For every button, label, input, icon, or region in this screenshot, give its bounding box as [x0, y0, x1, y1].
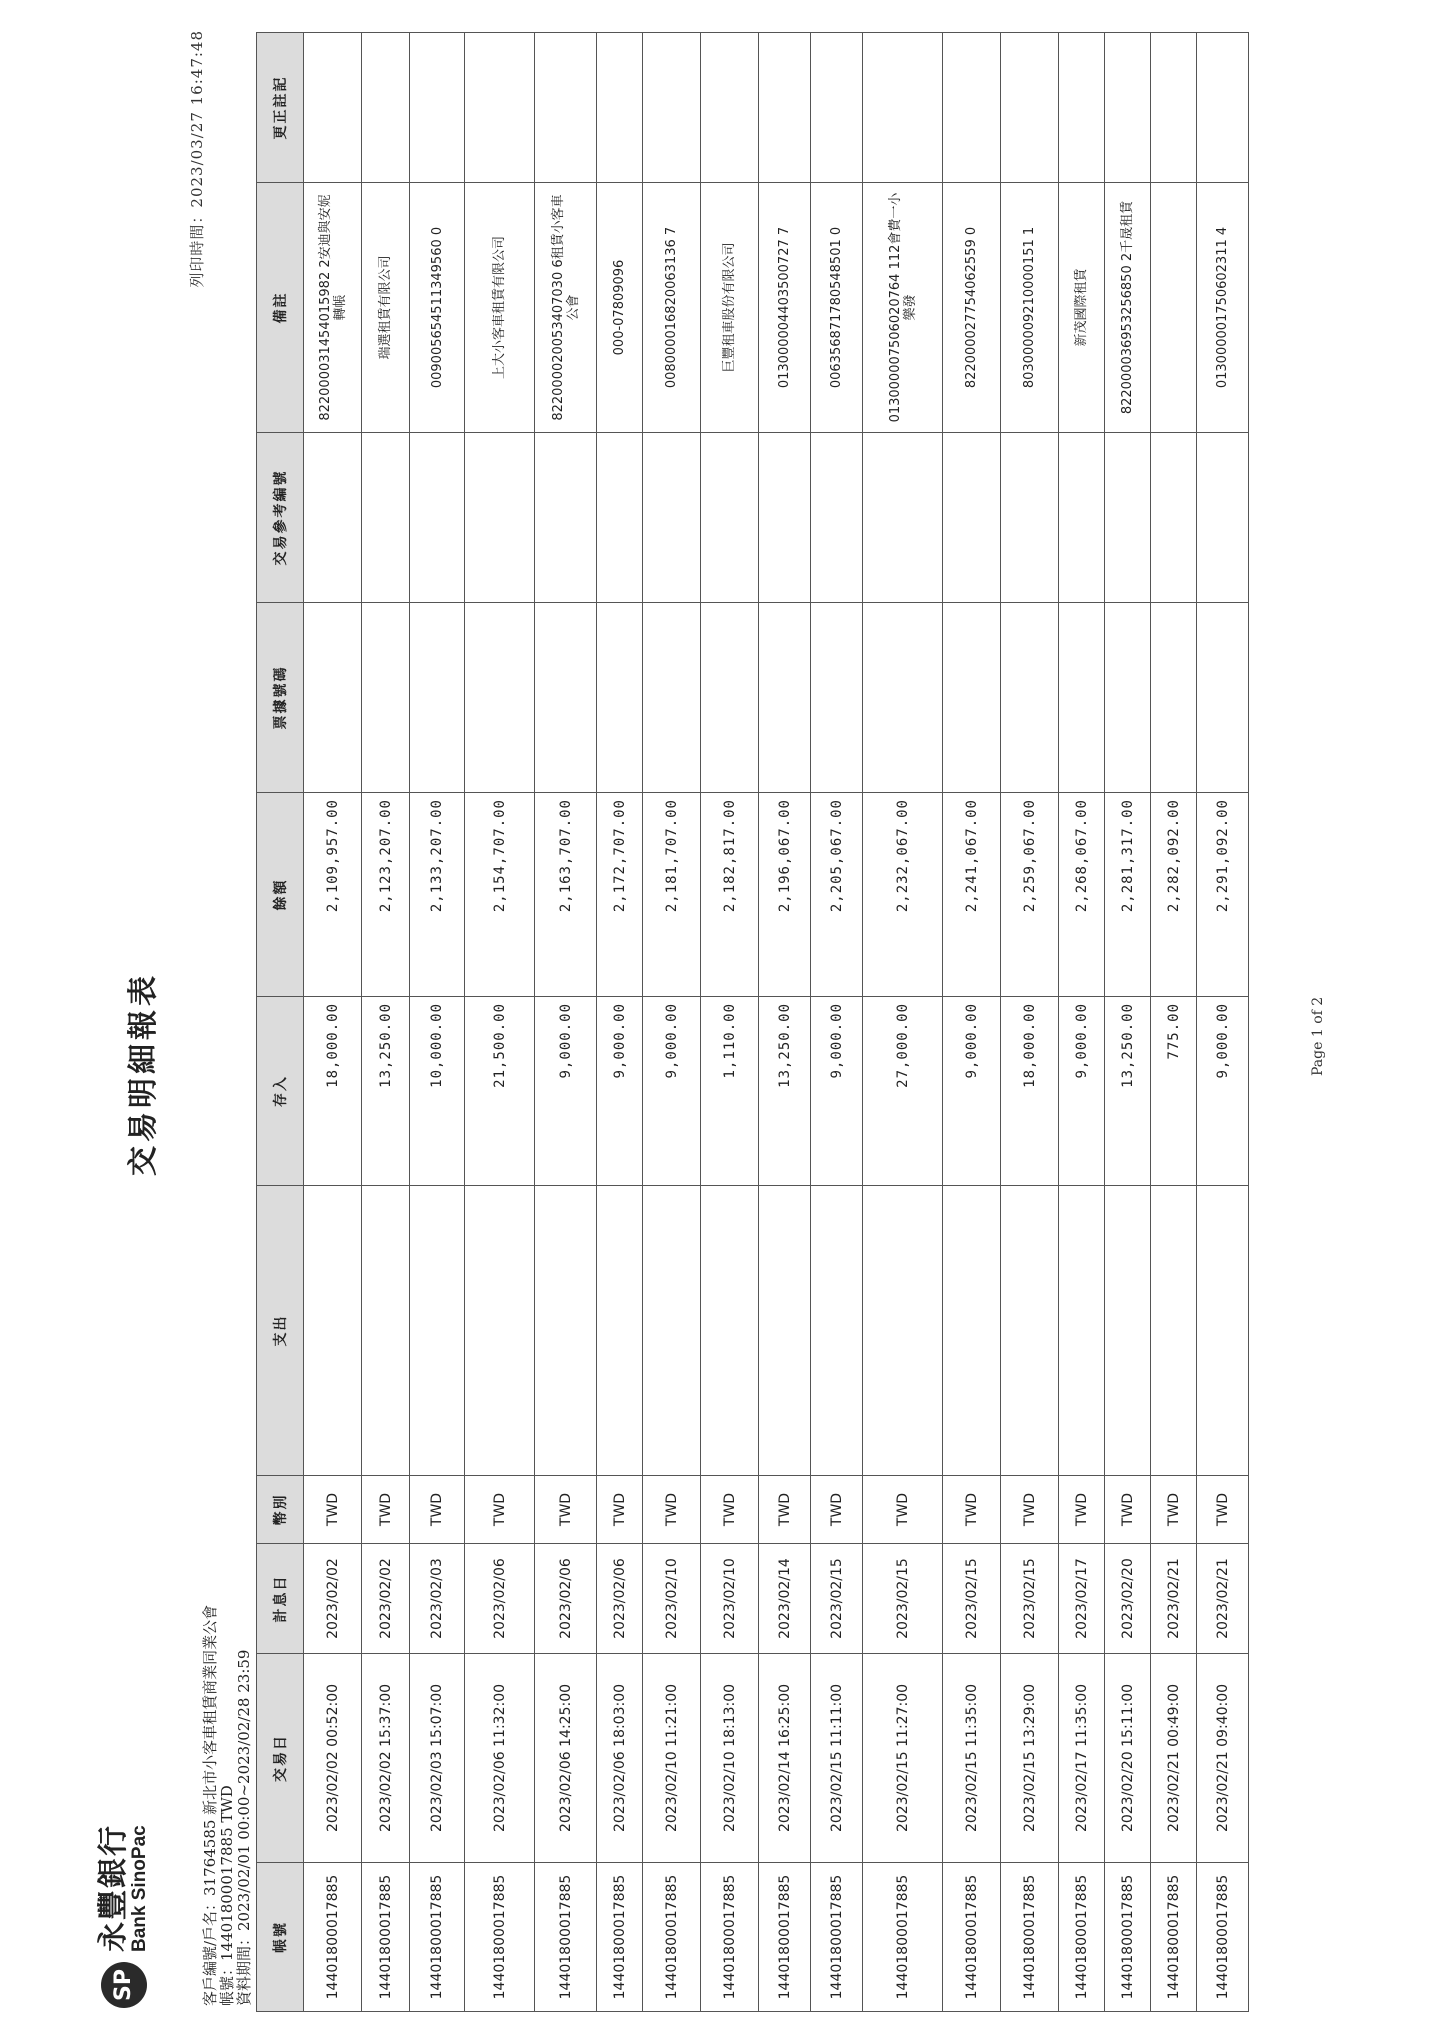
- credit-cell: 9,000.00: [1059, 997, 1105, 1186]
- correction-cell: [304, 33, 362, 183]
- credit-cell: 9,000.00: [811, 997, 863, 1186]
- check-no-cell: [943, 603, 1001, 793]
- customer-line: 客戶編號/戶名：31764585 新北市小客車租賃商業同業公會: [201, 1604, 219, 2006]
- value-date-cell: 2023/02/02: [304, 1544, 362, 1654]
- currency-cell: TWD: [535, 1476, 597, 1544]
- ref-no-cell: [362, 433, 410, 603]
- ref-no-cell: [597, 433, 643, 603]
- debit-cell: [1105, 1186, 1151, 1476]
- balance-cell: 2,291,092.00: [1197, 793, 1249, 997]
- value-date-cell: 2023/02/06: [535, 1544, 597, 1654]
- transaction-table: [256, 32, 1249, 2012]
- memo-cell: 822000031454015982 2安迪與安妮轉帳: [304, 183, 362, 433]
- column-header: 帳號: [257, 1863, 304, 2012]
- credit-cell: 1,110.00: [701, 997, 759, 1186]
- credit-cell: 13,250.00: [362, 997, 410, 1186]
- credit-cell: 775.00: [1151, 997, 1197, 1186]
- value-date-cell: 2023/02/06: [597, 1544, 643, 1654]
- debit-cell: [643, 1186, 701, 1476]
- account-cell: 14401800017885: [410, 1863, 465, 2012]
- ref-no-cell: [643, 433, 701, 603]
- value-date-cell: 2023/02/06: [465, 1544, 535, 1654]
- balance-cell: 2,133,207.00: [410, 793, 465, 997]
- debit-cell: [863, 1186, 943, 1476]
- debit-cell: [811, 1186, 863, 1476]
- account-cell: 14401800017885: [643, 1863, 701, 2012]
- memo-cell: 013000001750602311 4: [1197, 183, 1249, 433]
- column-header: 計息日: [257, 1544, 304, 1654]
- debit-cell: [701, 1186, 759, 1476]
- currency-cell: TWD: [943, 1476, 1001, 1544]
- correction-cell: [1105, 33, 1151, 183]
- check-no-cell: [597, 603, 643, 793]
- value-date-cell: 2023/02/03: [410, 1544, 465, 1654]
- memo-cell: 009005654511349560 0: [410, 183, 465, 433]
- tx-date-cell: 2023/02/20 15:11:00: [1105, 1654, 1151, 1863]
- table-row: [701, 33, 759, 2012]
- table-row: [304, 33, 362, 2012]
- tx-date-cell: 2023/02/21 09:40:00: [1197, 1654, 1249, 1863]
- debit-cell: [362, 1186, 410, 1476]
- ref-no-cell: [701, 433, 759, 603]
- debit-cell: [1151, 1186, 1197, 1476]
- currency-cell: TWD: [1001, 1476, 1059, 1544]
- value-date-cell: 2023/02/17: [1059, 1544, 1105, 1654]
- credit-cell: 9,000.00: [943, 997, 1001, 1186]
- table-row: [1151, 33, 1197, 2012]
- debit-cell: [410, 1186, 465, 1476]
- table-row: [759, 33, 811, 2012]
- ref-no-cell: [1105, 433, 1151, 603]
- tx-date-cell: 2023/02/15 11:27:00: [863, 1654, 943, 1863]
- account-cell: 14401800017885: [597, 1863, 643, 2012]
- memo-cell: 822000036953256850 2千晟租賃: [1105, 183, 1151, 433]
- account-cell: 14401800017885: [535, 1863, 597, 2012]
- table-row: [1105, 33, 1151, 2012]
- table-row: [943, 33, 1001, 2012]
- debit-cell: [1001, 1186, 1059, 1476]
- table-row: [811, 33, 863, 2012]
- correction-cell: [465, 33, 535, 183]
- table-row: [1059, 33, 1105, 2012]
- debit-cell: [1197, 1186, 1249, 1476]
- check-no-cell: [1151, 603, 1197, 793]
- value-date-cell: 2023/02/21: [1197, 1544, 1249, 1654]
- table-row: [597, 33, 643, 2012]
- ref-no-cell: [1151, 433, 1197, 603]
- table-row: [465, 33, 535, 2012]
- check-no-cell: [643, 603, 701, 793]
- check-no-cell: [863, 603, 943, 793]
- balance-cell: 2,182,817.00: [701, 793, 759, 997]
- bank-logo: [98, 1824, 149, 2008]
- ref-no-cell: [863, 433, 943, 603]
- balance-cell: 2,282,092.00: [1151, 793, 1197, 997]
- table-header-row: [257, 33, 304, 2012]
- tx-date-cell: 2023/02/02 00:52:00: [304, 1654, 362, 1863]
- table-row: [410, 33, 465, 2012]
- memo-cell: 瑞選租賃有限公司: [362, 183, 410, 433]
- account-cell: 14401800017885: [1151, 1863, 1197, 2012]
- account-cell: 14401800017885: [465, 1863, 535, 2012]
- table-row: [1001, 33, 1059, 2012]
- correction-cell: [1059, 33, 1105, 183]
- correction-cell: [643, 33, 701, 183]
- credit-cell: 21,500.00: [465, 997, 535, 1186]
- page-number: Page 1 of 2: [1310, 996, 1326, 1076]
- currency-cell: TWD: [701, 1476, 759, 1544]
- column-header: 票據號碼: [257, 603, 304, 793]
- credit-cell: 9,000.00: [643, 997, 701, 1186]
- correction-cell: [701, 33, 759, 183]
- memo-cell: 013000007506020764 112會費一小樂發: [863, 183, 943, 433]
- balance-cell: 2,181,707.00: [643, 793, 701, 997]
- debit-cell: [1059, 1186, 1105, 1476]
- ref-no-cell: [943, 433, 1001, 603]
- currency-cell: TWD: [643, 1476, 701, 1544]
- ref-no-cell: [811, 433, 863, 603]
- correction-cell: [811, 33, 863, 183]
- check-no-cell: [1001, 603, 1059, 793]
- memo-cell: 000-07809096: [597, 183, 643, 433]
- debit-cell: [535, 1186, 597, 1476]
- column-header: 更正註記: [257, 33, 304, 183]
- value-date-cell: 2023/02/02: [362, 1544, 410, 1654]
- credit-cell: 10,000.00: [410, 997, 465, 1186]
- account-info: [202, 1605, 253, 2006]
- period-line: 資料期間：2023/02/01 00:00~2023/02/28 23:59: [235, 1649, 253, 2006]
- account-cell: 14401800017885: [759, 1863, 811, 2012]
- currency-cell: TWD: [410, 1476, 465, 1544]
- currency-cell: TWD: [362, 1476, 410, 1544]
- credit-cell: 27,000.00: [863, 997, 943, 1186]
- value-date-cell: 2023/02/15: [863, 1544, 943, 1654]
- table-row: [1197, 33, 1249, 2012]
- check-no-cell: [1105, 603, 1151, 793]
- bank-name-cn: 永豐銀行: [96, 1824, 131, 1952]
- account-cell: 14401800017885: [1105, 1863, 1151, 2012]
- tx-date-cell: 2023/02/17 11:35:00: [1059, 1654, 1105, 1863]
- currency-cell: TWD: [465, 1476, 535, 1544]
- memo-cell: 803000009210000151 1: [1001, 183, 1059, 433]
- correction-cell: [1197, 33, 1249, 183]
- currency-cell: TWD: [863, 1476, 943, 1544]
- ref-no-cell: [1197, 433, 1249, 603]
- memo-cell: 822000027754062559 0: [943, 183, 1001, 433]
- correction-cell: [1001, 33, 1059, 183]
- balance-cell: 2,123,207.00: [362, 793, 410, 997]
- currency-cell: TWD: [759, 1476, 811, 1544]
- memo-cell: 006356871780548501 0: [811, 183, 863, 433]
- check-no-cell: [535, 603, 597, 793]
- tx-date-cell: 2023/02/15 13:29:00: [1001, 1654, 1059, 1863]
- bank-name-en: Bank SinoPac: [128, 1825, 150, 1952]
- currency-cell: TWD: [1105, 1476, 1151, 1544]
- value-date-cell: 2023/02/10: [701, 1544, 759, 1654]
- column-header: 備註: [257, 183, 304, 433]
- credit-cell: 13,250.00: [1105, 997, 1151, 1186]
- tx-date-cell: 2023/02/06 14:25:00: [535, 1654, 597, 1863]
- account-cell: 14401800017885: [1059, 1863, 1105, 2012]
- value-date-cell: 2023/02/15: [943, 1544, 1001, 1654]
- check-no-cell: [362, 603, 410, 793]
- balance-cell: 2,205,067.00: [811, 793, 863, 997]
- table-row: [863, 33, 943, 2012]
- correction-cell: [535, 33, 597, 183]
- balance-cell: 2,196,067.00: [759, 793, 811, 997]
- credit-cell: 18,000.00: [304, 997, 362, 1186]
- memo-cell: [1151, 183, 1197, 433]
- bank-logo-icon: SP: [101, 1962, 147, 2008]
- correction-cell: [943, 33, 1001, 183]
- table-row: [362, 33, 410, 2012]
- currency-cell: TWD: [1197, 1476, 1249, 1544]
- value-date-cell: 2023/02/20: [1105, 1544, 1151, 1654]
- debit-cell: [943, 1186, 1001, 1476]
- ref-no-cell: [465, 433, 535, 603]
- column-header: 餘額: [257, 793, 304, 997]
- account-cell: 14401800017885: [1001, 1863, 1059, 2012]
- credit-cell: 9,000.00: [535, 997, 597, 1186]
- check-no-cell: [1059, 603, 1105, 793]
- currency-cell: TWD: [1059, 1476, 1105, 1544]
- debit-cell: [465, 1186, 535, 1476]
- tx-date-cell: 2023/02/10 11:21:00: [643, 1654, 701, 1863]
- balance-cell: 2,163,707.00: [535, 793, 597, 997]
- account-line: 帳號：14401800017885 TWD: [218, 1785, 236, 2006]
- correction-cell: [759, 33, 811, 183]
- tx-date-cell: 2023/02/15 11:35:00: [943, 1654, 1001, 1863]
- account-cell: 14401800017885: [304, 1863, 362, 2012]
- tx-date-cell: 2023/02/02 15:37:00: [362, 1654, 410, 1863]
- memo-cell: 巨豐租車股份有限公司: [701, 183, 759, 433]
- tx-date-cell: 2023/02/06 11:32:00: [465, 1654, 535, 1863]
- table-row: [643, 33, 701, 2012]
- value-date-cell: 2023/02/14: [759, 1544, 811, 1654]
- report-title: 交易明細報表: [126, 972, 161, 1176]
- memo-cell: 新茂國際租賃: [1059, 183, 1105, 433]
- check-no-cell: [759, 603, 811, 793]
- check-no-cell: [410, 603, 465, 793]
- account-cell: 14401800017885: [863, 1863, 943, 2012]
- currency-cell: TWD: [811, 1476, 863, 1544]
- column-header: 存入: [257, 997, 304, 1186]
- memo-cell: 008000016820063136 7: [643, 183, 701, 433]
- tx-date-cell: 2023/02/10 18:13:00: [701, 1654, 759, 1863]
- column-header: 交易參考編號: [257, 433, 304, 603]
- account-cell: 14401800017885: [701, 1863, 759, 2012]
- ref-no-cell: [1001, 433, 1059, 603]
- credit-cell: 9,000.00: [1197, 997, 1249, 1186]
- credit-cell: 13,250.00: [759, 997, 811, 1186]
- ref-no-cell: [410, 433, 465, 603]
- account-cell: 14401800017885: [1197, 1863, 1249, 2012]
- credit-cell: 9,000.00: [597, 997, 643, 1186]
- check-no-cell: [304, 603, 362, 793]
- currency-cell: TWD: [304, 1476, 362, 1544]
- correction-cell: [362, 33, 410, 183]
- account-cell: 14401800017885: [943, 1863, 1001, 2012]
- check-no-cell: [465, 603, 535, 793]
- debit-cell: [759, 1186, 811, 1476]
- correction-cell: [410, 33, 465, 183]
- tx-date-cell: 2023/02/06 18:03:00: [597, 1654, 643, 1863]
- account-cell: 14401800017885: [362, 1863, 410, 2012]
- check-no-cell: [1197, 603, 1249, 793]
- currency-cell: TWD: [1151, 1476, 1197, 1544]
- table-row: [535, 33, 597, 2012]
- memo-cell: 013000004403500727 7: [759, 183, 811, 433]
- debit-cell: [597, 1186, 643, 1476]
- tx-date-cell: 2023/02/03 15:07:00: [410, 1654, 465, 1863]
- ref-no-cell: [304, 433, 362, 603]
- credit-cell: 18,000.00: [1001, 997, 1059, 1186]
- column-header: 幣別: [257, 1476, 304, 1544]
- ref-no-cell: [1059, 433, 1105, 603]
- balance-cell: 2,172,707.00: [597, 793, 643, 997]
- memo-cell: 822000020053407030 6租賃小客車公會: [535, 183, 597, 433]
- balance-cell: 2,154,707.00: [465, 793, 535, 997]
- memo-cell: 上大小客車租賃有限公司: [465, 183, 535, 433]
- value-date-cell: 2023/02/21: [1151, 1544, 1197, 1654]
- tx-date-cell: 2023/02/14 16:25:00: [759, 1654, 811, 1863]
- tx-date-cell: 2023/02/15 11:11:00: [811, 1654, 863, 1863]
- correction-cell: [863, 33, 943, 183]
- correction-cell: [597, 33, 643, 183]
- debit-cell: [304, 1186, 362, 1476]
- balance-cell: 2,109,957.00: [304, 793, 362, 997]
- value-date-cell: 2023/02/15: [1001, 1544, 1059, 1654]
- balance-cell: 2,281,317.00: [1105, 793, 1151, 997]
- correction-cell: [1151, 33, 1197, 183]
- check-no-cell: [811, 603, 863, 793]
- balance-cell: 2,241,067.00: [943, 793, 1001, 997]
- tx-date-cell: 2023/02/21 00:49:00: [1151, 1654, 1197, 1863]
- account-cell: 14401800017885: [811, 1863, 863, 2012]
- print-time: 列印時間：2023/03/27 16:47:48: [188, 30, 206, 288]
- currency-cell: TWD: [597, 1476, 643, 1544]
- ref-no-cell: [759, 433, 811, 603]
- column-header: 交易日: [257, 1654, 304, 1863]
- balance-cell: 2,232,067.00: [863, 793, 943, 997]
- value-date-cell: 2023/02/15: [811, 1544, 863, 1654]
- check-no-cell: [701, 603, 759, 793]
- column-header: 支出: [257, 1186, 304, 1476]
- table-body: [304, 33, 1249, 2012]
- value-date-cell: 2023/02/10: [643, 1544, 701, 1654]
- balance-cell: 2,259,067.00: [1001, 793, 1059, 997]
- balance-cell: 2,268,067.00: [1059, 793, 1105, 997]
- ref-no-cell: [535, 433, 597, 603]
